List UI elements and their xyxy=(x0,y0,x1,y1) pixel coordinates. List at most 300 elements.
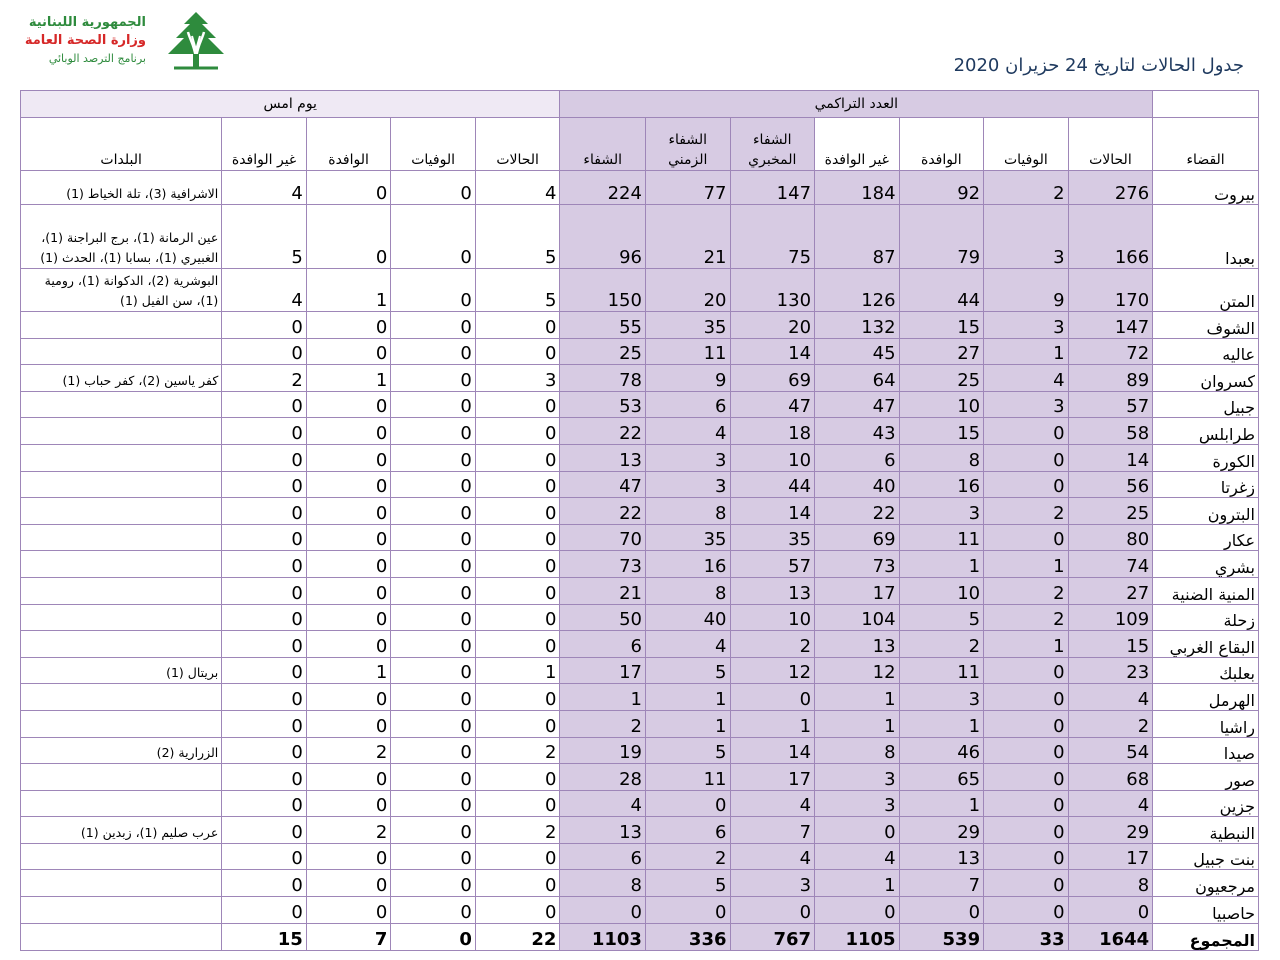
row-recovered-lab: 14 xyxy=(730,498,815,525)
row-recovered-time: 21 xyxy=(645,205,730,269)
row-towns: الزرارية (2) xyxy=(21,737,222,764)
row-deaths: 33 xyxy=(984,923,1069,950)
row-towns xyxy=(21,870,222,897)
row-recovered: 47 xyxy=(560,471,646,498)
row-y-cases: 0 xyxy=(475,790,560,817)
row-y-cases: 0 xyxy=(475,604,560,631)
row-cases: 29 xyxy=(1068,817,1153,844)
page-title: جدول الحالات لتاريخ 24 حزيران 2020 xyxy=(953,55,1244,76)
table-row xyxy=(21,657,1259,684)
row-non-imported: 104 xyxy=(815,604,900,631)
row-cases: 58 xyxy=(1068,418,1153,445)
row-y-imported: 0 xyxy=(306,171,391,205)
row-recovered: 6 xyxy=(560,631,646,658)
row-cases: 166 xyxy=(1068,205,1153,269)
row-towns xyxy=(21,631,222,658)
row-non-imported: 6 xyxy=(815,444,900,471)
row-y-non-imported: 0 xyxy=(222,657,307,684)
row-imported: 13 xyxy=(899,843,984,870)
row-y-non-imported: 0 xyxy=(222,338,307,365)
col-header-district: القضاء xyxy=(1153,118,1259,171)
row-y-deaths: 0 xyxy=(391,897,476,924)
row-recovered-time: 6 xyxy=(645,391,730,418)
row-deaths: 3 xyxy=(984,391,1069,418)
col-header-recovered: الشفاء xyxy=(560,118,646,171)
row-cases: 1644 xyxy=(1068,923,1153,950)
row-recovered-lab: 17 xyxy=(730,764,815,791)
row-imported: 5 xyxy=(899,604,984,631)
row-deaths: 0 xyxy=(984,524,1069,551)
row-recovered: 22 xyxy=(560,418,646,445)
row-towns xyxy=(21,444,222,471)
row-y-cases: 0 xyxy=(475,870,560,897)
row-deaths: 1 xyxy=(984,338,1069,365)
row-deaths: 0 xyxy=(984,418,1069,445)
row-district: صيدا xyxy=(1153,737,1259,764)
row-imported: 25 xyxy=(899,365,984,392)
row-recovered: 70 xyxy=(560,524,646,551)
row-recovered-time: 0 xyxy=(645,790,730,817)
row-deaths: 0 xyxy=(984,790,1069,817)
row-deaths: 0 xyxy=(984,657,1069,684)
row-recovered-lab: 14 xyxy=(730,737,815,764)
row-imported: 7 xyxy=(899,870,984,897)
table-row xyxy=(21,471,1259,498)
row-cases: 170 xyxy=(1068,269,1153,312)
table-total-row xyxy=(21,923,1259,950)
row-cases: 2 xyxy=(1068,710,1153,737)
group-header-blank xyxy=(1153,91,1259,118)
row-district: زغرتا xyxy=(1153,471,1259,498)
row-district: البترون xyxy=(1153,498,1259,525)
row-recovered: 73 xyxy=(560,551,646,578)
row-towns xyxy=(21,684,222,711)
row-cases: 89 xyxy=(1068,365,1153,392)
row-y-cases: 1 xyxy=(475,657,560,684)
row-recovered-lab: 147 xyxy=(730,171,815,205)
row-y-deaths: 0 xyxy=(391,604,476,631)
row-imported: 1 xyxy=(899,710,984,737)
row-non-imported: 4 xyxy=(815,843,900,870)
row-y-imported: 0 xyxy=(306,205,391,269)
row-y-deaths: 0 xyxy=(391,471,476,498)
row-non-imported: 0 xyxy=(815,897,900,924)
row-y-cases: 0 xyxy=(475,577,560,604)
row-recovered-time: 336 xyxy=(645,923,730,950)
row-district: جبيل xyxy=(1153,391,1259,418)
row-imported: 0 xyxy=(899,897,984,924)
row-non-imported: 87 xyxy=(815,205,900,269)
row-cases: 72 xyxy=(1068,338,1153,365)
row-recovered: 22 xyxy=(560,498,646,525)
row-recovered-time: 20 xyxy=(645,269,730,312)
row-recovered-lab: 14 xyxy=(730,338,815,365)
row-recovered: 19 xyxy=(560,737,646,764)
row-recovered: 17 xyxy=(560,657,646,684)
row-district: مرجعيون xyxy=(1153,870,1259,897)
row-district: المتن xyxy=(1153,269,1259,312)
row-y-non-imported: 0 xyxy=(222,631,307,658)
row-district: حاصبيا xyxy=(1153,897,1259,924)
row-non-imported: 1 xyxy=(815,684,900,711)
row-deaths: 0 xyxy=(984,471,1069,498)
table-row xyxy=(21,737,1259,764)
row-y-cases: 0 xyxy=(475,897,560,924)
row-non-imported: 3 xyxy=(815,790,900,817)
table-row xyxy=(21,817,1259,844)
row-district: النبطية xyxy=(1153,817,1259,844)
row-recovered-time: 2 xyxy=(645,843,730,870)
row-cases: 80 xyxy=(1068,524,1153,551)
row-imported: 46 xyxy=(899,737,984,764)
row-recovered: 96 xyxy=(560,205,646,269)
row-y-imported: 0 xyxy=(306,577,391,604)
table-row xyxy=(21,764,1259,791)
row-imported: 15 xyxy=(899,418,984,445)
table-row xyxy=(21,870,1259,897)
row-y-deaths: 0 xyxy=(391,391,476,418)
table-row xyxy=(21,631,1259,658)
row-deaths: 0 xyxy=(984,764,1069,791)
row-towns xyxy=(21,471,222,498)
row-y-non-imported: 4 xyxy=(222,269,307,312)
row-imported: 92 xyxy=(899,171,984,205)
row-y-non-imported: 0 xyxy=(222,391,307,418)
row-recovered: 21 xyxy=(560,577,646,604)
table-row xyxy=(21,269,1259,312)
col-header-recovered-time: الشفاء الزمني xyxy=(645,118,730,171)
row-recovered-time: 3 xyxy=(645,471,730,498)
row-y-non-imported: 0 xyxy=(222,444,307,471)
row-y-deaths: 0 xyxy=(391,870,476,897)
row-y-cases: 4 xyxy=(475,171,560,205)
row-recovered: 0 xyxy=(560,897,646,924)
row-deaths: 2 xyxy=(984,604,1069,631)
col-header-y-imported: الوافدة xyxy=(306,118,391,171)
row-cases: 27 xyxy=(1068,577,1153,604)
row-y-cases: 0 xyxy=(475,631,560,658)
table-row xyxy=(21,551,1259,578)
row-towns xyxy=(21,391,222,418)
row-recovered-time: 9 xyxy=(645,365,730,392)
cedar-icon xyxy=(160,10,232,72)
row-towns xyxy=(21,418,222,445)
row-district: بنت جبيل xyxy=(1153,843,1259,870)
row-towns xyxy=(21,897,222,924)
row-y-deaths: 0 xyxy=(391,444,476,471)
row-non-imported: 22 xyxy=(815,498,900,525)
row-district: بشري xyxy=(1153,551,1259,578)
row-cases: 68 xyxy=(1068,764,1153,791)
row-cases: 147 xyxy=(1068,312,1153,339)
row-y-non-imported: 0 xyxy=(222,498,307,525)
row-y-deaths: 0 xyxy=(391,418,476,445)
row-cases: 276 xyxy=(1068,171,1153,205)
table-row xyxy=(21,338,1259,365)
row-imported: 3 xyxy=(899,498,984,525)
row-deaths: 0 xyxy=(984,710,1069,737)
row-imported: 11 xyxy=(899,524,984,551)
row-y-non-imported: 2 xyxy=(222,365,307,392)
row-recovered-time: 8 xyxy=(645,498,730,525)
row-deaths: 9 xyxy=(984,269,1069,312)
row-y-imported: 1 xyxy=(306,365,391,392)
row-district: بيروت xyxy=(1153,171,1259,205)
row-y-non-imported: 0 xyxy=(222,870,307,897)
row-cases: 25 xyxy=(1068,498,1153,525)
row-y-non-imported: 0 xyxy=(222,471,307,498)
table-row xyxy=(21,418,1259,445)
row-imported: 10 xyxy=(899,391,984,418)
row-imported: 44 xyxy=(899,269,984,312)
logo-line-republic: الجمهورية اللبنانية xyxy=(28,15,146,30)
row-y-cases: 0 xyxy=(475,684,560,711)
row-y-deaths: 0 xyxy=(391,498,476,525)
row-recovered-lab: 47 xyxy=(730,391,815,418)
col-header-imported: الوافدة xyxy=(899,118,984,171)
row-towns xyxy=(21,551,222,578)
row-recovered-time: 35 xyxy=(645,312,730,339)
row-imported: 15 xyxy=(899,312,984,339)
row-district: عاليه xyxy=(1153,338,1259,365)
table-row xyxy=(21,790,1259,817)
row-y-deaths: 0 xyxy=(391,764,476,791)
row-y-deaths: 0 xyxy=(391,631,476,658)
row-y-imported: 1 xyxy=(306,269,391,312)
col-header-y-deaths: الوفيات xyxy=(391,118,476,171)
row-deaths: 1 xyxy=(984,551,1069,578)
row-y-deaths: 0 xyxy=(391,737,476,764)
row-imported: 29 xyxy=(899,817,984,844)
row-y-deaths: 0 xyxy=(391,790,476,817)
row-recovered: 13 xyxy=(560,817,646,844)
row-towns xyxy=(21,338,222,365)
table-row xyxy=(21,604,1259,631)
col-header-cases: الحالات xyxy=(1068,118,1153,171)
table-row xyxy=(21,312,1259,339)
row-y-deaths: 0 xyxy=(391,171,476,205)
row-towns xyxy=(21,577,222,604)
row-y-non-imported: 0 xyxy=(222,418,307,445)
row-recovered-lab: 13 xyxy=(730,577,815,604)
row-deaths: 2 xyxy=(984,498,1069,525)
row-imported: 1 xyxy=(899,551,984,578)
group-header-cumulative: العدد التراكمي xyxy=(560,91,1153,118)
row-district: راشيا xyxy=(1153,710,1259,737)
row-recovered-time: 1 xyxy=(645,710,730,737)
row-non-imported: 17 xyxy=(815,577,900,604)
row-non-imported: 13 xyxy=(815,631,900,658)
col-header-y-non-imported: غير الوافدة xyxy=(222,118,307,171)
row-district: زحلة xyxy=(1153,604,1259,631)
row-non-imported: 12 xyxy=(815,657,900,684)
cases-table xyxy=(20,90,1259,951)
col-header-non-imported: غير الوافدة xyxy=(815,118,900,171)
row-recovered-time: 5 xyxy=(645,657,730,684)
row-y-imported: 2 xyxy=(306,817,391,844)
row-cases: 23 xyxy=(1068,657,1153,684)
col-header-y-cases: الحالات xyxy=(475,118,560,171)
row-y-non-imported: 0 xyxy=(222,737,307,764)
row-y-non-imported: 0 xyxy=(222,790,307,817)
row-cases: 17 xyxy=(1068,843,1153,870)
row-recovered-time: 0 xyxy=(645,897,730,924)
row-recovered-lab: 75 xyxy=(730,205,815,269)
row-y-imported: 0 xyxy=(306,418,391,445)
row-district: الهرمل xyxy=(1153,684,1259,711)
row-towns: عين الرمانة (1)، برج البراجنة (1)، الغبيري (1)، بسابا (1)، الحدث (1) xyxy=(21,205,222,269)
row-recovered: 55 xyxy=(560,312,646,339)
table-row xyxy=(21,444,1259,471)
row-deaths: 0 xyxy=(984,843,1069,870)
row-recovered-lab: 7 xyxy=(730,817,815,844)
row-y-non-imported: 15 xyxy=(222,923,307,950)
row-recovered-time: 40 xyxy=(645,604,730,631)
row-recovered-lab: 10 xyxy=(730,604,815,631)
row-non-imported: 3 xyxy=(815,764,900,791)
row-non-imported: 47 xyxy=(815,391,900,418)
row-non-imported: 1 xyxy=(815,870,900,897)
table-row xyxy=(21,577,1259,604)
row-recovered-lab: 18 xyxy=(730,418,815,445)
row-y-non-imported: 0 xyxy=(222,764,307,791)
row-non-imported: 45 xyxy=(815,338,900,365)
row-y-imported: 0 xyxy=(306,551,391,578)
row-y-imported: 2 xyxy=(306,737,391,764)
row-imported: 539 xyxy=(899,923,984,950)
row-y-non-imported: 0 xyxy=(222,897,307,924)
row-y-cases: 0 xyxy=(475,338,560,365)
row-non-imported: 8 xyxy=(815,737,900,764)
row-deaths: 0 xyxy=(984,897,1069,924)
row-y-cases: 0 xyxy=(475,418,560,445)
row-imported: 10 xyxy=(899,577,984,604)
row-y-imported: 0 xyxy=(306,524,391,551)
row-imported: 11 xyxy=(899,657,984,684)
row-district: المجموع xyxy=(1153,923,1259,950)
row-imported: 8 xyxy=(899,444,984,471)
row-y-imported: 0 xyxy=(306,604,391,631)
row-recovered-lab: 0 xyxy=(730,897,815,924)
row-recovered-lab: 69 xyxy=(730,365,815,392)
row-y-deaths: 0 xyxy=(391,551,476,578)
row-deaths: 0 xyxy=(984,737,1069,764)
row-towns xyxy=(21,843,222,870)
row-recovered: 53 xyxy=(560,391,646,418)
row-y-cases: 5 xyxy=(475,205,560,269)
row-district: الشوف xyxy=(1153,312,1259,339)
row-recovered-time: 1 xyxy=(645,684,730,711)
row-recovered-lab: 2 xyxy=(730,631,815,658)
row-recovered: 4 xyxy=(560,790,646,817)
row-y-imported: 0 xyxy=(306,897,391,924)
row-cases: 14 xyxy=(1068,444,1153,471)
row-cases: 4 xyxy=(1068,684,1153,711)
row-y-deaths: 0 xyxy=(391,365,476,392)
row-non-imported: 184 xyxy=(815,171,900,205)
row-imported: 3 xyxy=(899,684,984,711)
row-y-imported: 0 xyxy=(306,843,391,870)
row-non-imported: 69 xyxy=(815,524,900,551)
row-deaths: 3 xyxy=(984,312,1069,339)
row-y-imported: 0 xyxy=(306,338,391,365)
row-towns xyxy=(21,312,222,339)
row-recovered: 28 xyxy=(560,764,646,791)
row-recovered: 150 xyxy=(560,269,646,312)
row-cases: 74 xyxy=(1068,551,1153,578)
row-y-non-imported: 0 xyxy=(222,312,307,339)
row-y-cases: 0 xyxy=(475,312,560,339)
row-y-non-imported: 0 xyxy=(222,710,307,737)
table-row xyxy=(21,391,1259,418)
row-district: صور xyxy=(1153,764,1259,791)
row-y-non-imported: 5 xyxy=(222,205,307,269)
row-y-cases: 2 xyxy=(475,737,560,764)
row-cases: 8 xyxy=(1068,870,1153,897)
row-imported: 2 xyxy=(899,631,984,658)
row-y-cases: 22 xyxy=(475,923,560,950)
row-non-imported: 1105 xyxy=(815,923,900,950)
row-district: البقاع الغربي xyxy=(1153,631,1259,658)
row-y-imported: 0 xyxy=(306,870,391,897)
row-y-cases: 0 xyxy=(475,764,560,791)
row-non-imported: 64 xyxy=(815,365,900,392)
row-imported: 16 xyxy=(899,471,984,498)
row-y-deaths: 0 xyxy=(391,524,476,551)
row-non-imported: 73 xyxy=(815,551,900,578)
row-recovered-time: 8 xyxy=(645,577,730,604)
row-district: طرابلس xyxy=(1153,418,1259,445)
row-deaths: 2 xyxy=(984,171,1069,205)
row-recovered-time: 3 xyxy=(645,444,730,471)
row-imported: 79 xyxy=(899,205,984,269)
row-recovered-lab: 12 xyxy=(730,657,815,684)
table-row xyxy=(21,524,1259,551)
row-y-non-imported: 0 xyxy=(222,524,307,551)
row-y-imported: 0 xyxy=(306,498,391,525)
row-imported: 65 xyxy=(899,764,984,791)
table-row xyxy=(21,710,1259,737)
row-y-deaths: 0 xyxy=(391,577,476,604)
row-y-non-imported: 0 xyxy=(222,817,307,844)
row-recovered-lab: 3 xyxy=(730,870,815,897)
row-recovered-time: 11 xyxy=(645,338,730,365)
row-y-imported: 7 xyxy=(306,923,391,950)
row-district: عكار xyxy=(1153,524,1259,551)
row-district: جزين xyxy=(1153,790,1259,817)
row-y-imported: 0 xyxy=(306,471,391,498)
row-recovered: 13 xyxy=(560,444,646,471)
row-recovered: 1 xyxy=(560,684,646,711)
row-recovered-time: 4 xyxy=(645,631,730,658)
row-recovered-lab: 1 xyxy=(730,710,815,737)
table-row xyxy=(21,498,1259,525)
table-row xyxy=(21,843,1259,870)
row-y-deaths: 0 xyxy=(391,817,476,844)
row-non-imported: 1 xyxy=(815,710,900,737)
row-cases: 54 xyxy=(1068,737,1153,764)
row-y-cases: 0 xyxy=(475,843,560,870)
row-district: بعبدا xyxy=(1153,205,1259,269)
row-towns xyxy=(21,923,222,950)
row-y-cases: 0 xyxy=(475,551,560,578)
row-towns xyxy=(21,790,222,817)
row-y-cases: 2 xyxy=(475,817,560,844)
row-y-non-imported: 0 xyxy=(222,604,307,631)
row-y-imported: 0 xyxy=(306,684,391,711)
logo-line-program: برنامج الترصد الوبائي xyxy=(48,52,146,65)
row-cases: 109 xyxy=(1068,604,1153,631)
